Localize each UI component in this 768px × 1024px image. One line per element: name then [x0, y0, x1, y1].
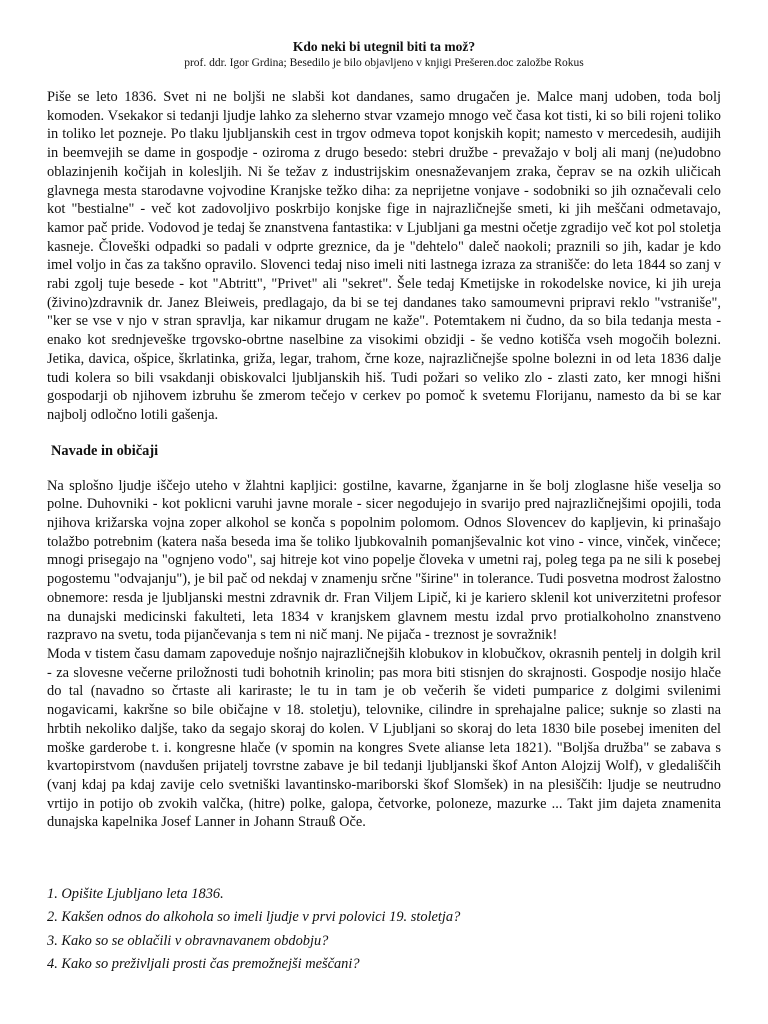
question-item: 2. Kakšen odnos do alkohola so imeli ljudje v prvi polovici 19. stoletja?: [47, 909, 461, 926]
section-heading: Navade in običaji: [51, 442, 159, 459]
section-paragraph-fashion: Moda v tistem času damam zapoveduje nošnjo najrazličnejših klobukov in klobučkov, okrasnih pentelj in dolgih kril - za slovesne večerne priložnosti tudi bohotnih krinolin; pas mora biti stisnjen do skrajnosti. Gospodje nosijo hlače do tal (navadno so črtaste ali kariraste; le tu in tam je ob večerih še videti pumparice z dolgimi svilenimi nogavicami, kakršne so bile običajne v 18. stoletju), telovnike, cilindre in sprehajalne palice; suknje so zlasti na hrbtih nekoliko daljše, tako da segajo skoraj do kolen. V Ljubljani so skoraj do leta 1830 bile posebej imeniten del moške garderobe t. i. kongresne hlače (v spomin na kongres Svete alianse leta 1821). "Boljša družba" se zabava s kvartopirstvom (navdušen prijatelj tovrstne zabave je bil tedanji ljubljanski škof Anton Alojzij Wolf), v gledališčih (vanj kdaj pa kdaj zavije celo svetniški lavantinsko-mariborski škof Slomšek) in na plesiščih: ljudje se neutrudno vrtijo in potijo ob zvokih valčka, (hitre) polke, galopa, četvorke, poloneze, mazurke ... Takt jim dajeta znamenita dunajska kapelnika Josef Lanner in Johann Strauß Oče.: [47, 645, 721, 831]
questions-list: [47, 883, 721, 976]
intro-paragraph: Piše se leto 1836. Svet ni ne boljši ne slabši kot dandanes, samo drugačen je. Malce manj udoben, toda bolj komoden. Vsekakor si tedanji ljudje lahko za sleherno stvar vzamejo mnogo več časa kot tisti, ki so bili rojeni toliko in toliko let pozneje. Po tlaku ljubljanskih cest in trgov odmeva topot konjskih kopit; namesto v mercedesih, audijih in beemvejih se dame in gospodje - oziroma z drugo besedo: stebri družbe - prevažajo v bolj ali manj (ne)udobno oblazinjenih kočijah in kolesljih. Ni še težav z industrijskim onesnaževanjem zraka, čeprav se na ozkih uličicah glavnega mesta starodavne vojvodine Kranjske težko diha: za neprijetne vonjave - sodobniki so jih označevali celo kot "bestialne" - več kot zadovoljivo poskrbijo konjske fige in najrazličnejše smeti, ki jih meščani odmetavajo, kamor pač pride. Vodovod je tedaj še znanstvena fantastika: v Ljubljani ga mestni očetje zgradijo več kot pol stoletja kasneje. Človeški odpadki so padali v odprte greznice, da je "dehtelo" daleč naokoli; praznili so jih, kadar je kdo imel voljo in čas za takšno opravilo. Slovenci tedaj niso imeli niti lastnega izraza za stranišče: do leta 1844 so zanj v rabi zgolj tuje besede - kot "Abtritt", "Privet" ali "sekret". Šele tedaj Kmetijske in rokodelske novice, ki jih ureja (živino)zdravnik dr. Janez Bleiweis, predlagajo, da bi se tej dandanes tako samoumevni pripravi reklo "vstraniše", "ker se vse v njo v stran spravlja, kar nikamur drugam ne kaže". Potemtakem ni čudno, da so bila tedanja mesta - enako kot srednjeveške trgovsko-obrtne naselbine za visokimi obzidji - še vedno kotišča vseh mogočih bolezni. Jetika, davica, ošpice, škrlatinka, griža, legar, trahom, črne koze, najrazličnejše spolne bolezni in od leta 1836 dalje tudi kolera so bili vsakdanji obiskovalci ljubljanskih hiš. Tudi požari so veliko zlo - zlasti zato, ker mnogi hišni gospodarji ob njihovem izbruhu še zmerom tečejo v cerkev po pomoč k svetemu Florijanu, namesto da bi se kar najbolj odločno lotili gašenja.: [47, 89, 721, 423]
document-title: Kdo neki bi utegnil biti ta mož?: [292, 39, 476, 54]
document-subtitle: prof. ddr. Igor Grdina; Besedilo je bilo objavljeno v knjigi Prešeren.doc založbe Rokus: [184, 57, 584, 69]
section-paragraph-alcohol: Na splošno ljudje iščejo uteho v žlahtni kapljici: gostilne, kavarne, žganjarne in še bolj zloglasne hiše veselja so polne. Duhovniki - kot poklicni varuhi javne morale - sicer negodujejo in svarijo pred najrazličnejšimi opojili, toda njihova križarska vojna zoper alkohol se konča s popolnim polomom. Odnos Slovencev do kapljevin, ki prinašajo tolažbo potrebnim (katera naša beseda ima še toliko ljubkovalnih pomanjševalnic kot vino - vince, vinček, vinčece; mnogi prisegajo na "ognjeno vodo", saj hitreje kot vino popelje človeka v umetni raj, poleg tega pa ne sili k posebej pogostemu "odvajanju"), je bil pač od nekdaj v znamenju srčne "širine" in tolerance. Tudi posvetna modrost žalostno obnemore: resda je ljubljanski mestni zdravnik dr. Fran Viljem Lipič, ki je kariero sklenil kot univerzitetni profesor na dunajski medicinski fakulteti, leta 1834 v kranjskem glavnem mestu izdal prvo protialkoholno znanstveno razpravo na svetu, toda pijančevanja s tem ni nič manj. Ne pijača - treznost je sovražnik!: [47, 477, 721, 644]
document-page: [47, 38, 721, 976]
question-item: 1. Opišite Ljubljano leta 1836.: [47, 886, 224, 903]
question-item: 4. Kako so preživljali prosti čas premožnejši meščani?: [47, 955, 360, 972]
question-item: 3. Kako so se oblačili v obravnavanem obdobju?: [47, 932, 329, 949]
